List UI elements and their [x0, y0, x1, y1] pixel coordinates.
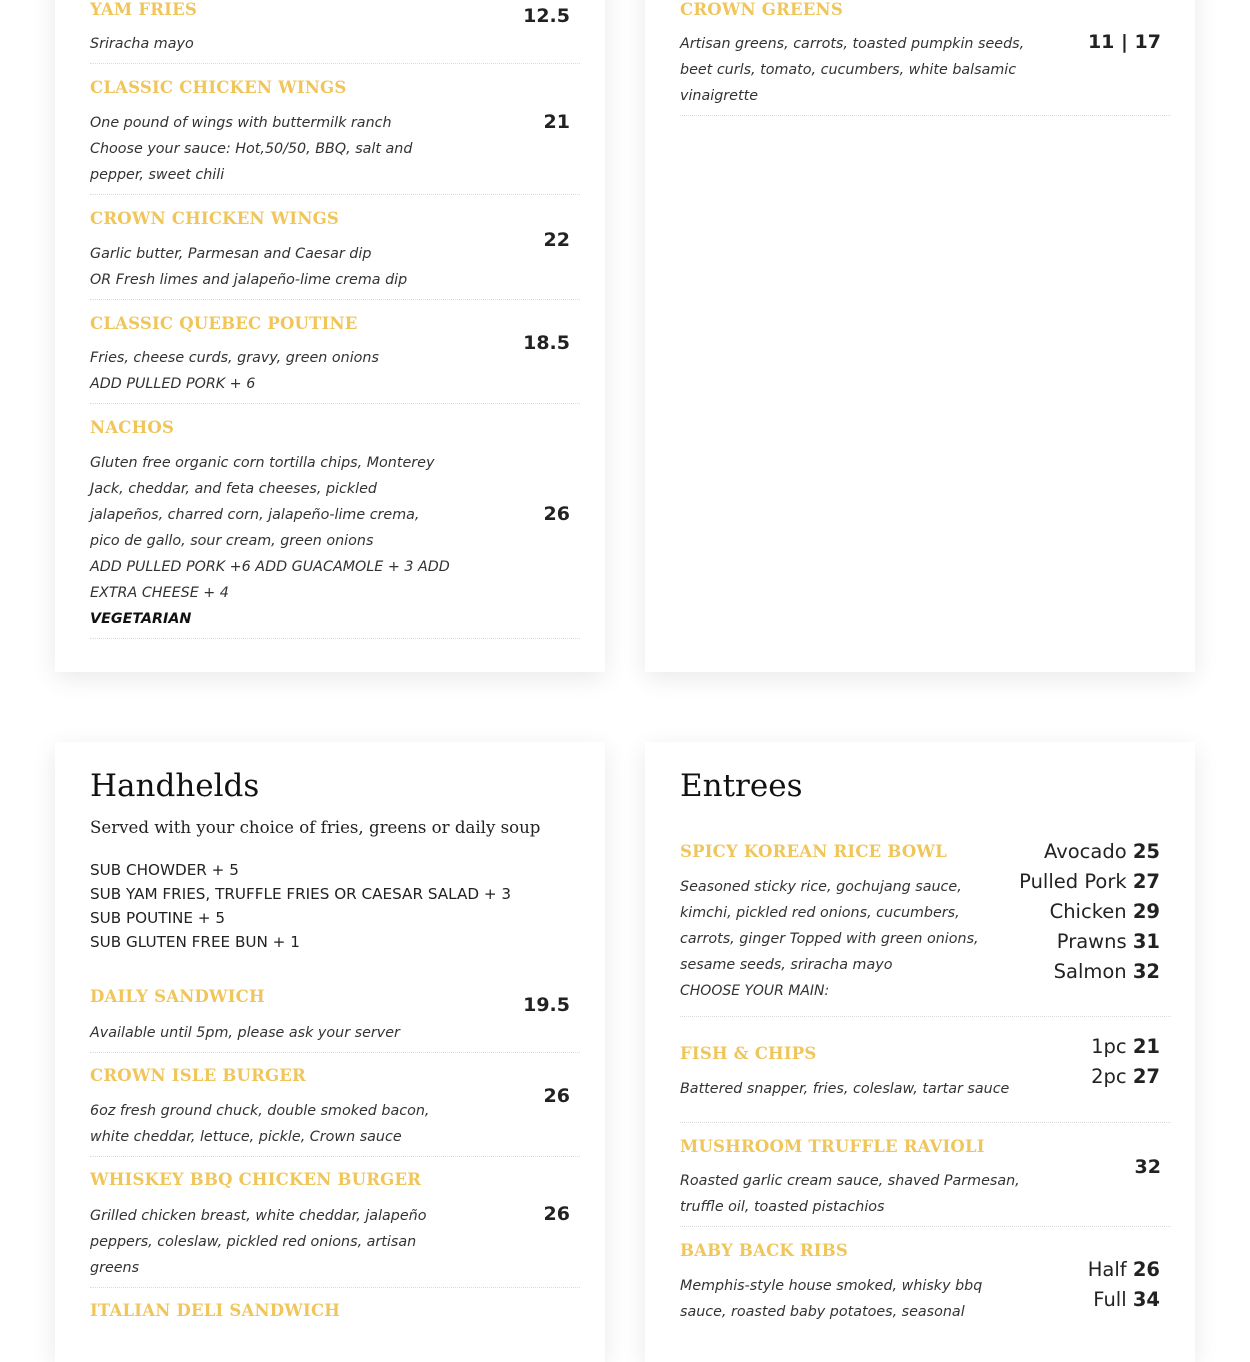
item-description: Seasoned sticky rice, gochujang sauce, kimchi, pickled red onions, cucumbers, carrots, ginger Topped with green onions, sesame seeds, sriracha mayo CHOOSE YOUR MAIN:: [680, 879, 979, 999]
item-name: CROWN ISLE BURGER: [90, 1066, 306, 1085]
menu-item-nachos: [90, 404, 580, 639]
item-description: Memphis-style house smoked, whisky bbq sauce, roasted baby potatoes, seasonal: [680, 1278, 983, 1320]
item-description: One pound of wings with buttermilk ranch Choose your sauce: Hot,50/50, BBQ, salt and pepper, sweet chili: [90, 115, 413, 183]
item-price: 19.5: [523, 994, 570, 1016]
item-name: CLASSIC QUEBEC POUTINE: [90, 314, 358, 333]
menu-item-crown-greens: [680, 0, 1171, 116]
entrees-card: [645, 742, 1195, 1362]
item-price: 11 | 17: [1087, 31, 1161, 53]
starters-card-left: [55, 0, 605, 672]
starters-card-right: [645, 0, 1195, 672]
item-name: MUSHROOM TRUFFLE RAVIOLI: [680, 1137, 985, 1156]
item-price: 21: [543, 111, 570, 133]
section-subtitle: Served with your choice of fries, greens or daily soup: [90, 818, 541, 837]
price-option: 1pc 21: [1091, 1035, 1160, 1058]
menu-item-crown-chicken-wings: [90, 195, 580, 300]
menu-item-classic-quebec-poutine: [90, 300, 580, 404]
price-option: Prawns 31: [1056, 930, 1160, 953]
item-description: 6oz fresh ground chuck, double smoked bacon, white cheddar, lettuce, pickle, Crown sauce: [90, 1103, 430, 1145]
vegetarian-tag: VEGETARIAN: [90, 611, 192, 627]
item-description: Artisan greens, carrots, toasted pumpkin seeds, beet curls, tomato, cucumbers, white balsamic vinaigrette: [680, 36, 1025, 104]
price-option: Full 34: [1093, 1288, 1160, 1311]
item-name: NACHOS: [90, 418, 175, 437]
handhelds-card: [55, 742, 605, 1362]
substitution-item: SUB YAM FRIES, TRUFFLE FRIES OR CAESAR SALAD + 3: [90, 885, 512, 903]
menu-item-spicy-korean-rice-bowl: [680, 830, 1171, 1017]
menu-item-daily-sandwich: [90, 983, 580, 1053]
price-option: Salmon 32: [1053, 960, 1160, 983]
price-options: [1088, 1255, 1160, 1315]
item-description: Garlic butter, Parmesan and Caesar dip OR Fresh limes and jalapeño-lime crema dip: [90, 246, 408, 288]
item-name: CLASSIC CHICKEN WINGS: [90, 78, 347, 97]
item-name: CROWN GREENS: [680, 0, 843, 19]
item-price: 12.5: [523, 5, 570, 27]
item-price: 26: [543, 1085, 570, 1107]
item-description: Available until 5pm, please ask your server: [90, 1025, 400, 1041]
item-name: SPICY KOREAN RICE BOWL: [680, 842, 947, 861]
item-name: FISH & CHIPS: [680, 1044, 817, 1063]
price-option: Avocado 25: [1044, 840, 1160, 863]
item-price: 32: [1134, 1156, 1161, 1178]
substitution-item: SUB GLUTEN FREE BUN + 1: [90, 933, 300, 951]
section-title: Entrees: [680, 768, 803, 804]
menu-item-classic-chicken-wings: [90, 64, 580, 195]
item-price: 22: [543, 229, 570, 251]
substitution-item: SUB POUTINE + 5: [90, 909, 225, 927]
menu-item-mushroom-truffle-ravioli: [680, 1123, 1171, 1227]
price-option: Chicken 29: [1049, 900, 1160, 923]
item-name: BABY BACK RIBS: [680, 1241, 848, 1260]
item-description: Fries, cheese curds, gravy, green onions ADD PULLED PORK + 6: [90, 350, 379, 392]
price-option: Half 26: [1087, 1258, 1160, 1281]
menu-item-baby-back-ribs: [680, 1227, 1171, 1362]
substitution-item: SUB CHOWDER + 5: [90, 861, 239, 879]
menu-item-italian-deli-sandwich: [90, 1288, 580, 1348]
item-name: ITALIAN DELI SANDWICH: [90, 1301, 341, 1320]
item-description: Gluten free organic corn tortilla chips, Monterey Jack, cheddar, and feta cheeses, pickled jalapeños, charred corn, jalapeño-lime crema, pico de gallo, sour cream, green onions ADD PULLED PORK +6 ADD GUACAMOLE + 3 ADD EXTRA CHEESE + 4 VEGETARIAN: [90, 450, 470, 632]
price-option: Pulled Pork 27: [1019, 870, 1160, 893]
item-price: 26: [543, 1203, 570, 1225]
item-name: WHISKEY BBQ CHICKEN BURGER: [90, 1170, 422, 1189]
section-title: Handhelds: [90, 768, 260, 804]
item-description: Battered snapper, fries, coleslaw, tartar sauce: [680, 1081, 1010, 1097]
item-name: CROWN CHICKEN WINGS: [90, 209, 340, 228]
menu-item-yam-fries: [90, 0, 580, 64]
price-option: 2pc 27: [1091, 1065, 1160, 1088]
substitution-list: [90, 858, 511, 954]
item-name: YAM FRIES: [90, 0, 197, 19]
item-description: Grilled chicken breast, white cheddar, jalapeño peppers, coleslaw, pickled red onions, artisan greens: [90, 1208, 427, 1276]
item-price: 18.5: [523, 332, 570, 354]
menu-item-crown-isle-burger: [90, 1053, 580, 1157]
item-description: Roasted garlic cream sauce, shaved Parmesan, truffle oil, toasted pistachios: [680, 1173, 1020, 1215]
item-price: 26: [543, 503, 570, 525]
item-name: DAILY SANDWICH: [90, 987, 265, 1006]
menu-item-whiskey-bbq-chicken-burger: [90, 1157, 580, 1288]
item-description: Sriracha mayo: [90, 36, 194, 52]
price-options: [1091, 1032, 1160, 1092]
price-options: [1019, 837, 1160, 987]
menu-item-fish-and-chips: [680, 1017, 1171, 1123]
